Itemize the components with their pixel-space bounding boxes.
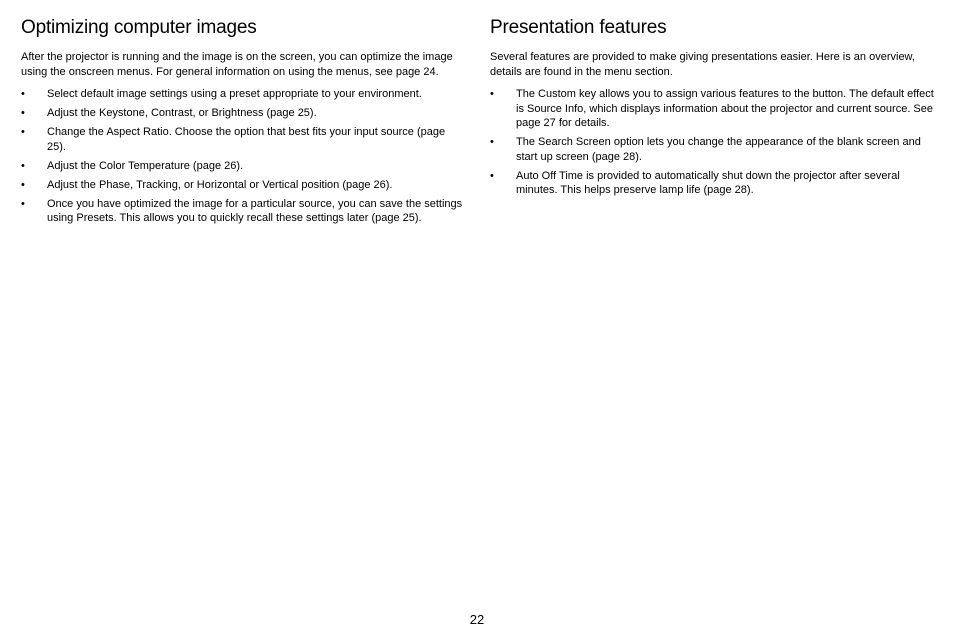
bullet-icon: •: [21, 126, 25, 138]
list-item-text: Adjust the Color Temperature (page 26).: [47, 159, 244, 172]
list-item: [21, 178, 465, 193]
page-number: 22: [469, 612, 485, 627]
list-item: [21, 125, 465, 154]
bullet-list-presentation: [490, 87, 934, 198]
list-item: [490, 135, 934, 164]
intro-paragraph-optimizing: After the projector is running and the image is on the screen, you can optimize the image using the onscreen menus. For general information on using the menus, see page 24.: [21, 51, 453, 78]
list-item-text: The Search Screen option lets you change the appearance of the blank screen and start up screen (page 28).: [516, 136, 921, 163]
right-column: [490, 16, 934, 202]
bullet-icon: •: [21, 107, 25, 119]
bullet-icon: •: [21, 88, 25, 100]
left-column: [21, 16, 465, 230]
list-item: [21, 87, 465, 102]
list-item: [21, 197, 465, 226]
list-item: [490, 169, 934, 198]
bullet-icon: •: [490, 169, 494, 182]
list-item-text: Change the Aspect Ratio. Choose the option that best fits your input source (page 25).: [47, 126, 446, 153]
list-item: [490, 87, 934, 131]
list-item-text: The Custom key allows you to assign various features to the button. The default effect is Source Info, which displays information about the projector and current source. See page 27 for details.: [516, 88, 934, 129]
bullet-list-optimizing: [21, 87, 465, 226]
list-item: [21, 106, 465, 121]
list-item-text: Auto Off Time is provided to automatically shut down the projector after several minutes. This helps preserve lamp life (page 28).: [516, 169, 900, 196]
section-heading-presentation: Presentation features: [490, 17, 667, 38]
list-item-text: Adjust the Keystone, Contrast, or Brightness (page 25).: [47, 107, 317, 119]
bullet-icon: •: [21, 197, 25, 210]
list-item-text: Once you have optimized the image for a particular source, you can save the settings using Presets. This allows you to quickly recall these settings later (page 25).: [47, 197, 463, 224]
intro-paragraph-presentation: Several features are provided to make giving presentations easier. Here is an overview, details are found in the menu section.: [490, 51, 915, 78]
list-item-text: Select default image settings using a preset appropriate to your environment.: [47, 88, 422, 100]
bullet-icon: •: [490, 136, 494, 148]
bullet-icon: •: [490, 88, 494, 100]
bullet-icon: •: [21, 178, 25, 191]
list-item: [21, 159, 465, 174]
section-heading-optimizing: Optimizing computer images: [21, 17, 257, 38]
list-item-text: Adjust the Phase, Tracking, or Horizontal or Vertical position (page 26).: [47, 178, 393, 191]
bullet-icon: •: [21, 159, 25, 172]
